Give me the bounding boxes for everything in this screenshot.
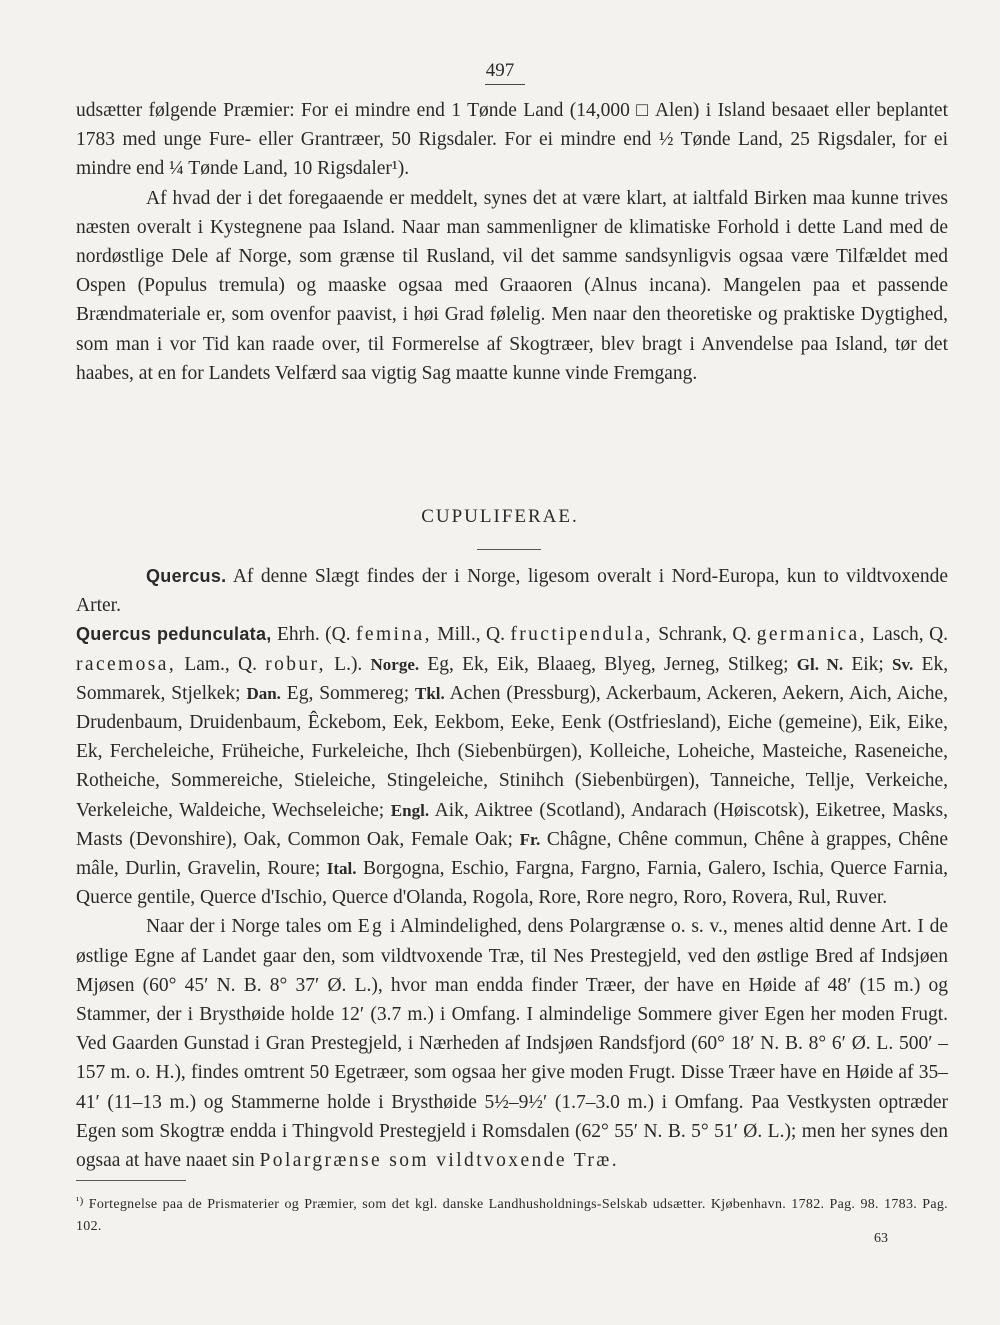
synonym-name: femina,	[356, 624, 432, 646]
species-name: Quercus pedunculata,	[76, 624, 272, 645]
vernacular-names-gl-n: Eik;	[851, 653, 884, 675]
synonym-name: germanica,	[756, 624, 867, 646]
paragraph-premiums: udsætter følgende Præmier: For ei mindre end 1 Tønde Land (14,000 □ Alen) i Island besaaet eller beplantet 1783 med unge Fure- eller Grantræer, 50 Rigsdaler. For ei mindre end ½ Tønde Land, 25 Rigsdaler, for ei mindre end ¼ Tønde Land, 10 Rigsdaler¹).	[76, 100, 948, 180]
signature-mark: 63	[874, 1231, 888, 1246]
spaced-term-polar-limit: Polargrænse som vildtvoxende Træ.	[259, 1150, 619, 1172]
section-heading: CUPULIFERAE.	[421, 506, 579, 527]
synonym-text: Mill., Q.	[437, 624, 505, 646]
vernacular-names-engl: Aik, Aiktree (Scotland), Andarach (Høiscotsk), Eiketree, Masks, Masts (Devonshire), Oak, Common Oak, Female Oak;	[76, 799, 949, 850]
country-label-ital: Ital.	[326, 859, 357, 879]
distribution-text: Naar der i Norge tales om	[146, 916, 352, 938]
paragraph-iceland-climate: Af hvad der i det foregaaende er meddelt, synes det at være klart, at ialtfald Birken maa kunne trives næsten overalt i Kystegnene paa Island. Naar man sammenligner de klimatiske Forhold i dette Land med de nordøstlige Dele af Norge, som grænse til Rusland, vil det samme sandsynligvis ogsaa være Tilfældet med Ospen (Populus tremula) og maaske ogsaa med Graaoren (Alnus incana). Mangelen paa et passende Brændmateriale er, som ovenfor paavist, i høi Grad følelig. Men naar den theoretiske og praktiske Dygtighed, som man i vor Tid kan raade over, til Formerelse af Skogtræer, blev bragt i Anvendelse paa Island, tør det haabes, at en for Landets Velfærd saa vigtig Sag maatte kunne vinde Fremgang.	[76, 187, 948, 384]
synonym-text: Ehrh. (Q.	[276, 624, 351, 646]
footnote-rule	[76, 1180, 186, 1181]
intro-text-block	[76, 96, 948, 388]
country-label-fr: Fr.	[519, 829, 541, 849]
country-label-engl: Engl.	[390, 800, 430, 820]
section-rule	[477, 549, 541, 550]
species-paragraph	[76, 620, 948, 912]
country-label-norge: Norge.	[370, 654, 420, 674]
genus-description: Af denne Slægt findes der i Norge, ligesom overalt i Nord-Europa, kun to vildtvoxende Arter.	[76, 566, 948, 617]
synonym-text: L.).	[334, 653, 363, 675]
vernacular-names-norge: Eg, Ek, Eik, Blaaeg, Blyeg, Jerneg, Stilkeg;	[427, 653, 789, 675]
vernacular-names-tkl: Achen (Pressburg), Ackerbaum, Ackeren, Aekern, Aich, Aiche, Drudenbaum, Druidenbaum, Êckebom, Eek, Eekbom, Eeke, Eenk (Ostfriesland), Eiche (gemeine), Eik, Eike, Ek, Fercheleiche, Früheiche, Furkeleiche, Ihch (Siebenbürgen), Kolleiche, Loheiche, Masteiche, Raseneiche, Rotheiche, Sommereiche, Stieleiche, Stingeleiche, Stinihch (Siebenbürgen), Tanneiche, Tellje, Verkeiche, Verkeleiche, Waldeiche, Wechseleiche;	[76, 682, 948, 821]
footnote	[76, 1190, 948, 1238]
vernacular-names-ital: Borgogna, Eschio, Fargna, Fargno, Farnia, Galero, Ischia, Querce Farnia, Querce gentile, Querce d'Ischio, Querce d'Olanda, Rogola, Rore, Rore negro, Roro, Rovera, Rul, Ruver.	[76, 858, 948, 909]
quercus-text-block	[76, 562, 948, 1175]
synonym-name: robur,	[265, 653, 326, 675]
distribution-paragraph	[76, 912, 948, 1175]
spaced-term-eg: Eg	[357, 916, 385, 938]
footnote-text: Fortegnelse paa de Prismaterier og Præmier, som det kgl. danske Landhusholdnings-Selskab udsætter. Kjøbenhavn. 1782. Pag. 98. 1783. Pag. 102.	[76, 1197, 948, 1234]
footnote-mark: ¹)	[76, 1195, 84, 1207]
synonym-name: fructipendula,	[510, 624, 653, 646]
country-label-sv: Sv.	[892, 654, 914, 674]
synonym-text: Lasch, Q.	[872, 624, 949, 646]
page-number-rule	[485, 84, 525, 85]
vernacular-names-sv: Ek, Sommarek, Stjelkek;	[76, 653, 949, 704]
vernacular-names-dan: Eg, Sommereg;	[286, 682, 410, 704]
vernacular-names-fr: Châgne, Chêne commun, Chêne à grappes, Chêne mâle, Durlin, Gravelin, Roure;	[76, 828, 949, 880]
genus-paragraph	[76, 562, 948, 620]
country-label-gl-n: Gl. N.	[796, 654, 844, 674]
synonym-name: racemosa,	[76, 653, 177, 675]
distribution-text: i Almindelighed, dens Polargrænse o. s. v., menes altid denne Art. I de østlige Egne af Landet gaar den, som vildtvoxende Træ, til Nes Prestegjeld, ved den østlige Bred af Indsjøen Mjøsen (60° 45′ N. B. 8° 37′ Ø. L.), hvor man endda finder Træer, der have en Høide af 48′ (15 m.) og Stammer, der i Brysthøide holde 12′ (3.7 m.) i Omfang. I almindelige Sommere giver Egen her moden Frugt. Ved Gaarden Gunstad i Gran Prestegjeld, i Nærheden af Indsjøen Randsfjord (60° 18′ N. B. 8° 6′ Ø. L. 500′ – 157 m. o. H.), findes omtrent 50 Egetræer, som ogsaa her give moden Frugt. Disse Træer have en Høide af 35–41′ (11–13 m.) og Stammerne holde i Brysthøide 5½–9½′ (1.7–3.0 m.) i Omfang. Paa Vestkysten optræder Egen som Skogtræ endda i Thingvold Prestegjeld i Romsdalen (62° 55′ N. B. 5° 51′ Ø. L.); men her synes den ogsaa at have naaet sin	[76, 916, 948, 1172]
synonym-text: Schrank, Q.	[658, 624, 752, 646]
synonym-text: Lam., Q.	[184, 653, 257, 675]
genus-name: Quercus.	[146, 566, 227, 586]
country-label-dan: Dan.	[246, 683, 281, 703]
page-number: 497	[485, 60, 515, 81]
country-label-tkl: Tkl.	[414, 683, 445, 703]
